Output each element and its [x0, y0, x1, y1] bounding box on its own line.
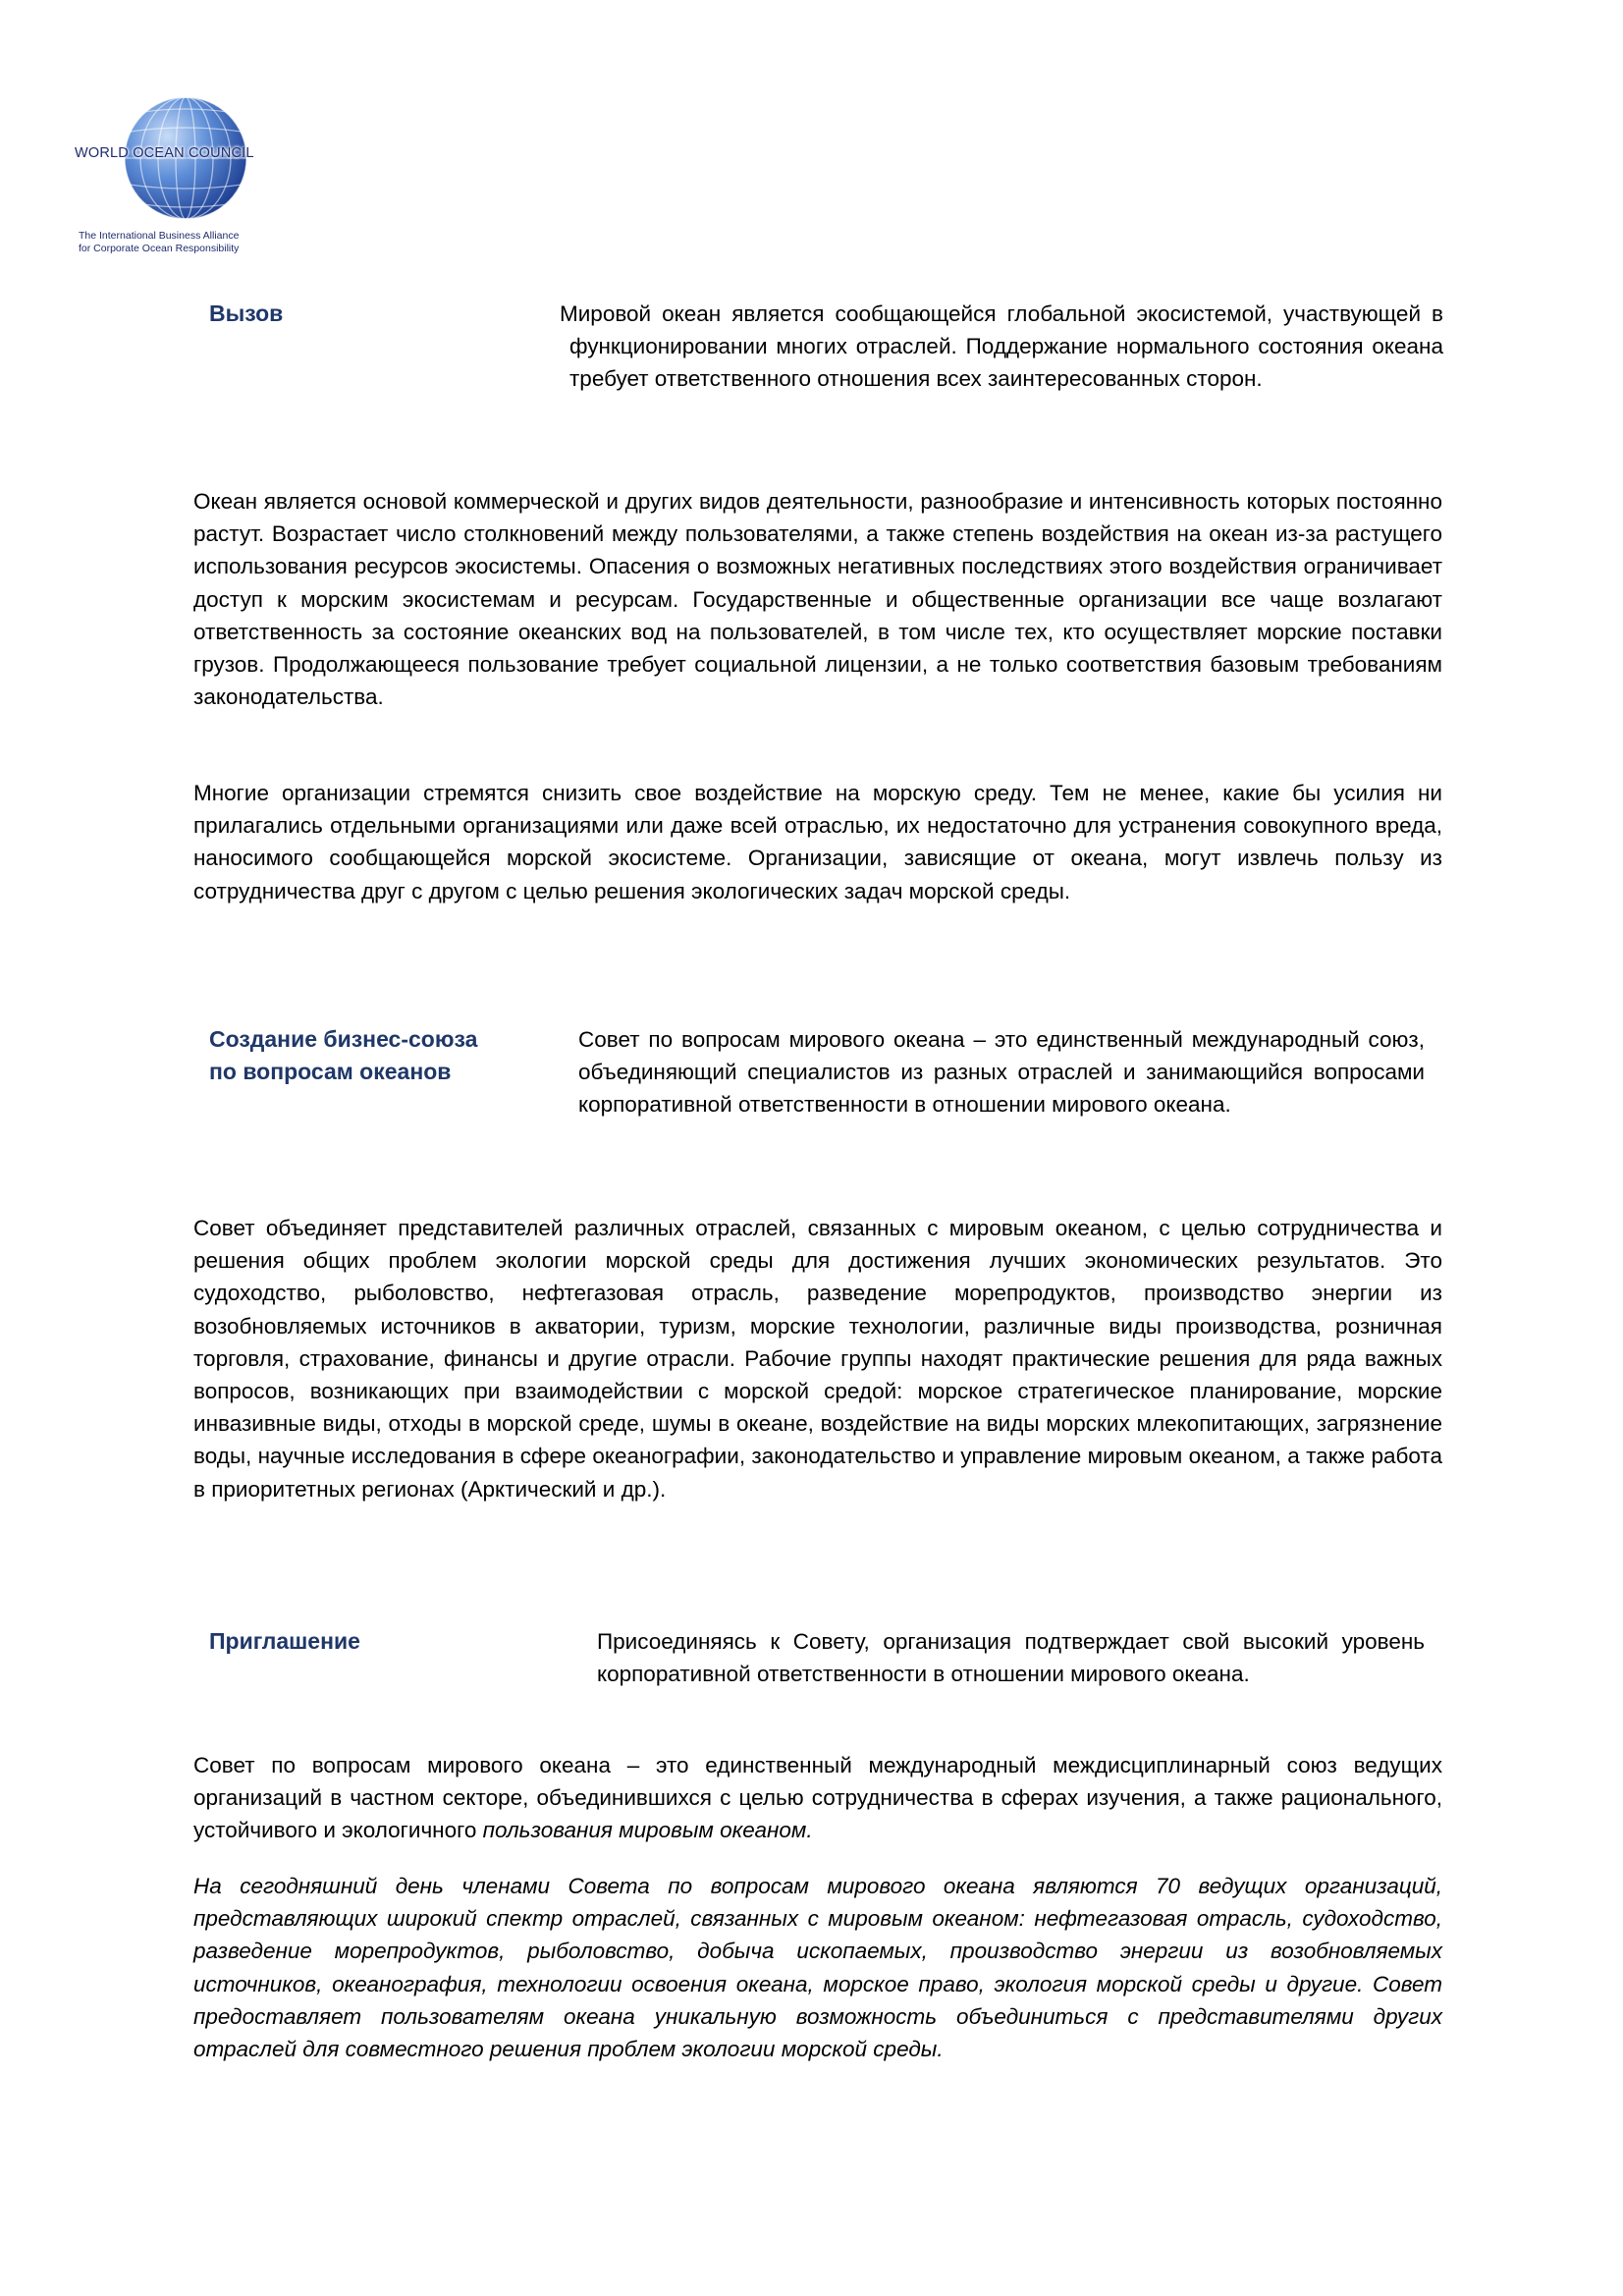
section-lead-invitation: Присоединяясь к Совету, организация подтверждает свой высокий уровень корпоративной ответственности в отношении мирового океана. [597, 1629, 1425, 1686]
section-heading-alliance [209, 1023, 477, 1088]
section-heading-alliance-line-1: Создание бизнес-союза [209, 1026, 478, 1052]
logo-tagline-line-1: The International Business Alliance [79, 230, 240, 242]
logo-tagline-line-2: for Corporate Ocean Responsibility [79, 243, 240, 254]
logo-name: WORLD OCEAN COUNCIL [75, 145, 254, 161]
paragraph-challenge-2: Многие организации стремятся снизить свое воздействие на морскую среду. Тем не менее, какие бы усилия ни прилагались отдельными организациями или даже всей отраслью, их недостаточно для устранения совокупного вреда, наносимого сообщающейся морской экосистеме. Организации, зависящие от океана, могут извлечь пользу из сотрудничества друг с другом с целью решения экологических задач морской среды. [193, 781, 1442, 903]
world-ocean-council-logo [75, 94, 281, 261]
section-heading-challenge: Вызов [209, 301, 284, 326]
section-heading-invitation: Приглашение [209, 1628, 360, 1654]
paragraph-invitation-1-italic: пользования мировым океаном. [482, 1818, 813, 1843]
section-lead-challenge: Мировой океан является сообщающейся глобальной экосистемой, участвующей в функционировании многих отраслей. Поддержание нормального состояния океана требует ответственного отношения всех заинтересованных сторон. [560, 301, 1443, 391]
section-heading-alliance-line-2: по вопросам океанов [209, 1059, 452, 1084]
paragraph-invitation-2: На сегодняшний день членами Совета по вопросам мирового океана являются 70 ведущих организаций, представляющих широкий спектр отраслей, связанных с мировым океаном: нефтегазовая отрасль, судоходство, разведение морепродуктов, рыболовство, добыча ископаемых, производство энергии из возобновляемых источников, океанография, технологии освоения океана, морское право, экология морской среды и другие. Совет предоставляет пользователям океана уникальную возможность объединиться с представителями других отраслей для совместного решения проблем экологии морской среды. [193, 1874, 1442, 2062]
paragraph-invitation-1-text: Совет по вопросам мирового океана – это единственный международный междисциплинарный союз ведущих организаций в частном секторе, объединившихся с целью сотрудничества в сферах изучения, а также рационального, устойчивого и экологичного [193, 1753, 1442, 1843]
paragraph-challenge-1: Океан является основой коммерческой и других видов деятельности, разнообразие и интенсивность которых постоянно растут. Возрастает число столкновений между пользователями, а также степень воздействия на океан из-за растущего использования ресурсов экосистемы. Опасения о возможных негативных последствиях этого воздействия ограничивает доступ к морским экосистемам и ресурсам. Государственные и общественные организации все чаще возлагают ответственность за состояние океанских вод на пользователей, в том числе тех, кто осуществляет морские поставки грузов. Продолжающееся пользование требует социальной лицензии, а не только соответствия базовым требованиям законодательства. [193, 489, 1442, 710]
logo-tagline [79, 230, 304, 255]
section-lead-alliance: Совет по вопросам мирового океана – это единственный международный союз, объединяющий специалистов из разных отраслей и занимающийся вопросами корпоративной ответственности в отношении мирового океана. [578, 1027, 1425, 1117]
paragraph-invitation-1 [193, 1749, 1442, 1847]
paragraph-alliance-1: Совет объединяет представителей различных отраслей, связанных с мировым океаном, с целью сотрудничества и решения общих проблем экологии морской среды для достижения лучших экономических результатов. Это судоходство, рыболовство, нефтегазовая отрасль, разведение морепродуктов, производство энергии из возобновляемых источников в акватории, туризм, морские технологии, различные виды производства, розничная торговля, страхование, финансы и другие отрасли. Рабочие группы находят практические решения для ряда важных вопросов, возникающих при взаимодействии с морской средой: морское стратегическое планирование, морские инвазивные виды, отходы в морской среде, шумы в океане, воздействие на виды морских млекопитающих, загрязнение воды, научные исследования в сфере океанографии, законодательство и управление мировым океаном, а также работа в приоритетных регионах (Арктический и др.). [193, 1216, 1442, 1502]
